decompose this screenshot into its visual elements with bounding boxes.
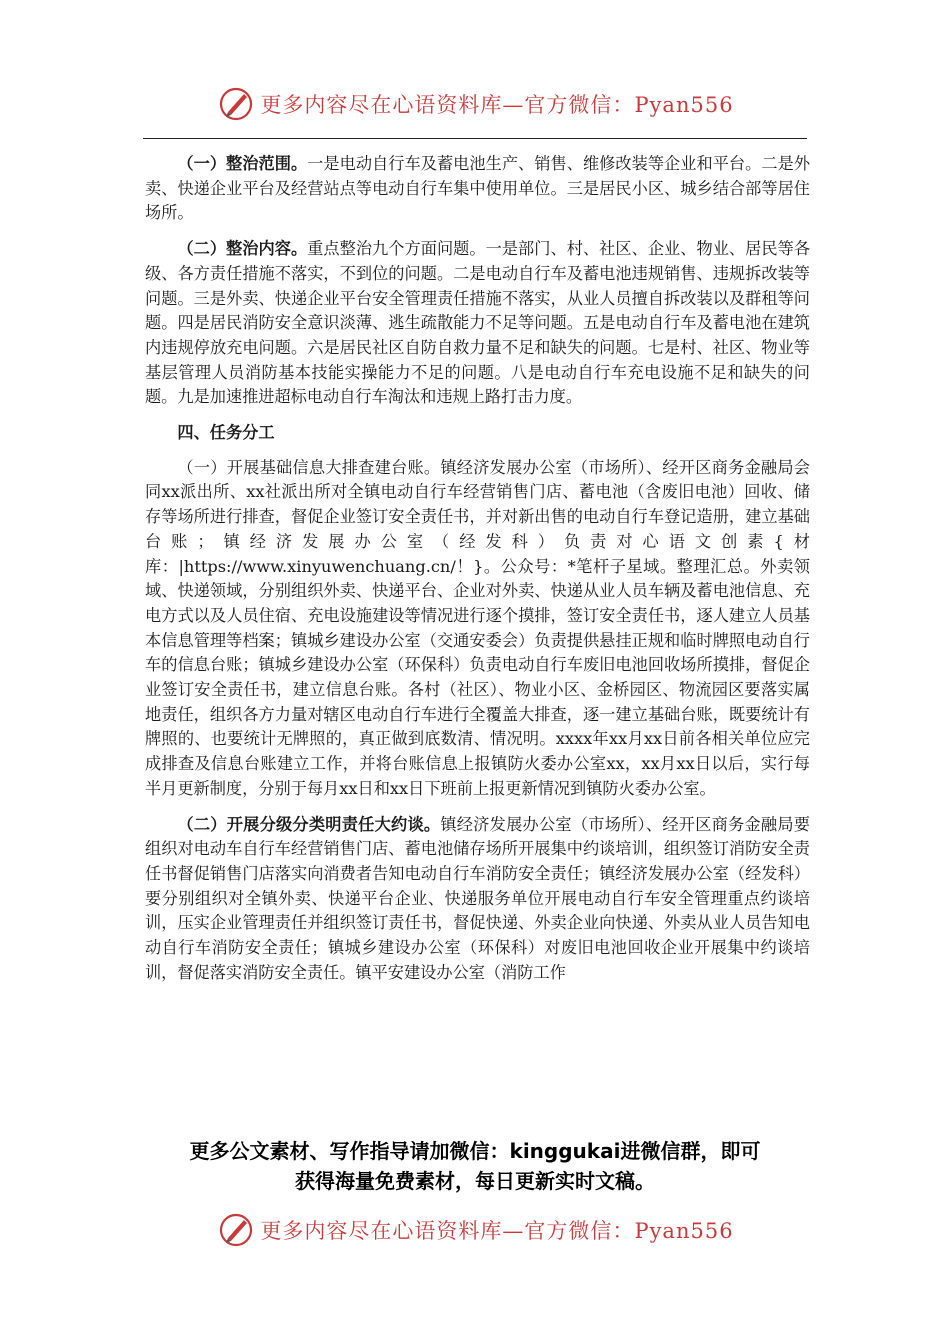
pen-logo-icon [216, 1210, 256, 1250]
paragraph-task-2: （二）开展分级分类明责任大约谈。镇经济发展办公室（市场所）、经开区商务金融局要组织对电动车自行车经营销售门店、蓄电池储存场所开展集中约谈培训，组织签订消防安全责任书督促销售门店落实向消费者告知电动自行车消防安全责任；镇经济发展办公室（经发科）要分别组织对全镇外卖、快递平台企业、快递服务单位开展电动自行车安全管理重点约谈培训，压实企业管理责任并组织签订责任书，督促快递、外卖企业向快递、外卖从业人员告知电动自行车消防安全责任；镇城乡建设办公室（环保科）对废旧电池回收企业开展集中约谈培训，督促落实消防安全责任。镇平安建设办公室（消防工作 [145, 814, 810, 982]
header-divider [143, 138, 807, 139]
footer-banner-text: 更多内容尽在心语资料库—官方微信：Pyan556 [260, 1219, 734, 1243]
pen-logo-icon [216, 84, 256, 124]
promo-notice [140, 1136, 810, 1196]
paragraph-content: （二）整治内容。重点整治九个方面问题。一是部门、村、社区、企业、物业、居民等各级、各方责任措施不落实，不到位的问题。二是电动自行车及蓄电池违规销售、违规拆改装等问题。三是外卖、快递企业平台安全管理责任措施不落实，从业人员擅自拆改装以及群租等问题。四是居民消防安全意识淡薄、逃生疏散能力不足等问题。五是电动自行车及蓄电池在建筑内违规停放充电问题。六是居民社区自防自救力量不足和缺失的问题。七是村、社区、物业等基层管理人员消防基本技能实操能力不足的问题。八是电动自行车充电设施不足和缺失的问题。九是加速推进超标电动自行车淘汰和违规上路打击力度。 [145, 239, 811, 407]
promo-line-2: 获得海量免费素材，每日更新实时文稿。 [295, 1169, 655, 1193]
paragraph-task-1: （一）开展基础信息大排查建台账。镇经济发展办公室（市场所）、经开区商务金融局会同xx派出所、xx社派出所对全镇电动自行车经营销售门店、蓄电池（含废旧电池）回收、储存等场所进行排查，督促企业签订安全责任书，并对新出售的电动自行车登记造册，建立基础台账；镇经济发展办公室（经发科）负责对心语文创素{材库：|https://www.xinyuwenchuang.cn/！}。公众号：*笔杆子星域。整理汇总。外卖领域、快递领域，分别组织外卖、快递平台、企业对外卖、快递从业人员车辆及蓄电池信息、充电方式以及人员住宿、充电设施建设等情况进行逐个摸排，签订安全责任书，逐人建立人员基本信息管理等档案；镇城乡建设办公室（交通安委会）负责提供悬挂正规和临时牌照电动自行车的信息台账；镇城乡建设办公室（环保科）负责电动自行车废旧电池回收场所摸排，督促企业签订安全责任书，建立信息台账。各村（社区）、物业小区、金桥园区、物流园区要落实属地责任，组织各方力量对辖区电动自行车进行全覆盖大排查，逐一建立基础台账，既要统计有牌照的、也要统计无牌照的，真正做到底数清、情况明。xxxx年xx月xx日前各相关单位应完成排查及信息台账建立工作，并将台账信息上报镇防火委办公室xx，xx月xx日以后，实行每半月更新制度，分别于每月xx日和xx日下班前上报更新情况到镇防火委办公室。 [145, 457, 810, 798]
header-banner [0, 84, 950, 124]
paragraph-scope: （一）整治范围。一是电动自行车及蓄电池生产、销售、维修改装等企业和平台。二是外卖、快递企业平台及经营站点等电动自行车集中使用单位。三是居民小区、城乡结合部等居住场所。 [145, 154, 811, 223]
section-heading-tasks: 四、任务分工 [177, 423, 275, 443]
footer-banner [0, 1210, 950, 1250]
promo-line-1: 更多公文素材、写作指导请加微信：kinggukai进微信群，即可 [189, 1139, 761, 1163]
header-banner-text: 更多内容尽在心语资料库—官方微信：Pyan556 [260, 93, 734, 117]
document-body [145, 152, 810, 996]
